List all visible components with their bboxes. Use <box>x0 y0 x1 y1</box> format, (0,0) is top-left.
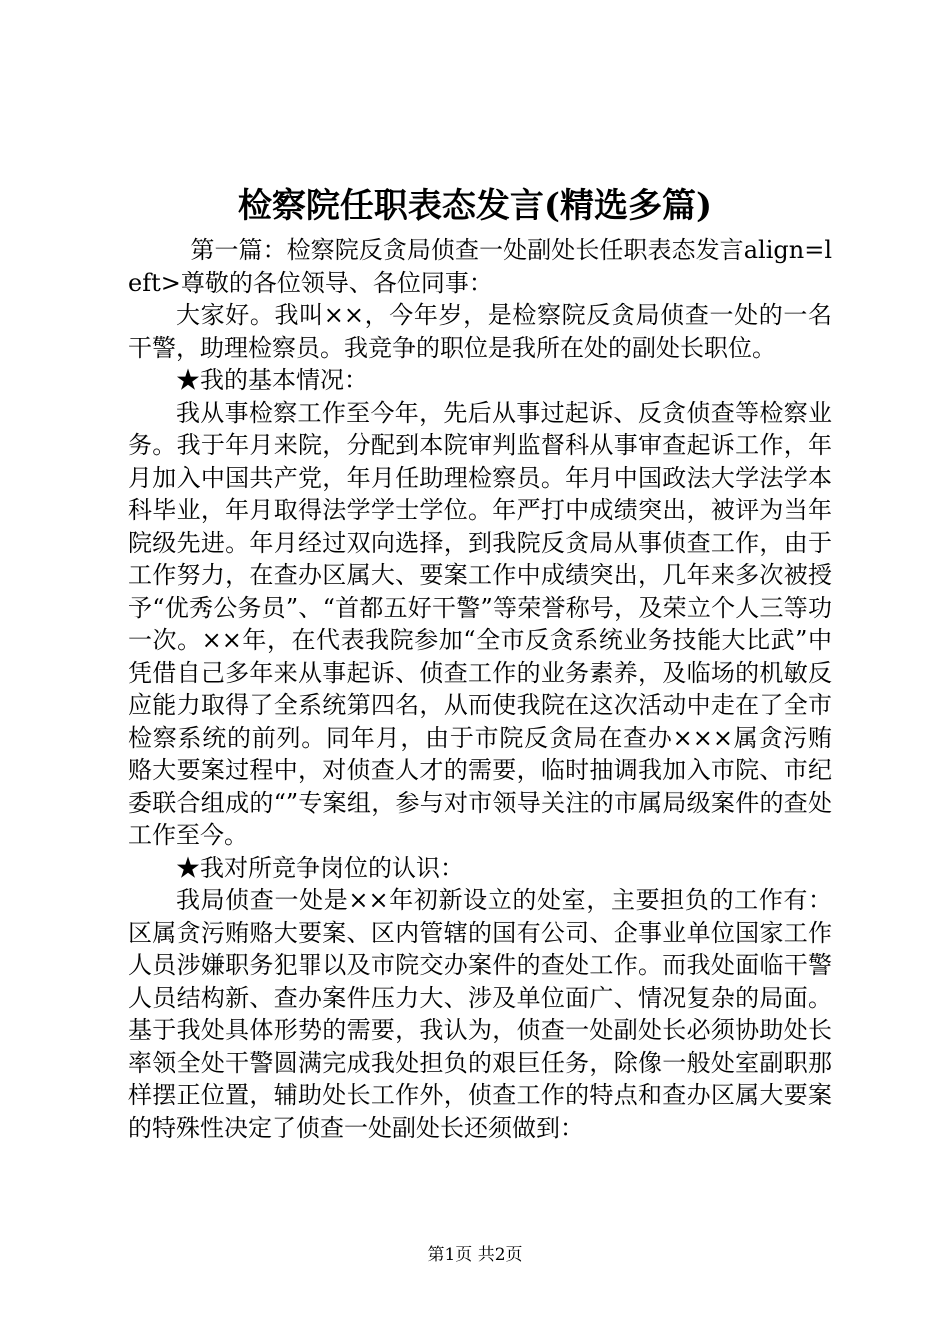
paragraph-intro: 第一篇：检察院反贪局侦查一处副处长任职表态发言align=left>尊敬的各位领导、各位同事： <box>128 236 832 297</box>
section-heading-basic-info: ★我的基本情况： <box>176 366 368 394</box>
page-number-footer: 第1页 共2页 <box>427 1245 523 1265</box>
paragraph-greeting: 大家好。我叫××，今年岁，是检察院反贪局侦查一处的一名干警，助理检察员。我竞争的职位是我所在处的副处长职位。 <box>128 301 832 362</box>
paragraph-position-understanding: 我局侦查一处是××年初新设立的处室，主要担负的工作有：区属贪污贿赂大要案、区内管辖的国有公司、企事业单位国家工作人员涉嫌职务犯罪以及市院交办案件的查处工作。而我处面临干警人员结构新、查办案件压力大、涉及单位面广、情况复杂的局面。基于我处具体形势的需要，我认为，侦查一处副处长必须协助处长率领全处干警圆满完成我处担负的艰巨任务，除像一般处室副职那样摆正位置，辅助处长工作外，侦查工作的特点和查办区属大要案的特殊性决定了侦查一处副处长还须做到： <box>128 886 832 1142</box>
paragraph-basic-info: 我从事检察工作至今年，先后从事过起诉、反贪侦查等检察业务。我于年月来院，分配到本院审判监督科从事审查起诉工作，年月加入中国共产党，年月任助理检察员。年月中国政法大学法学本科毕业，年月取得法学学士学位。年严打中成绩突出，被评为当年院级先进。年月经过双向选择，到我院反贪局从事侦查工作，由于工作努力，在查办区属大、要案工作中成绩突出，几年来多次被授予“优秀公务员”、“首都五好干警”等荣誉称号，及荣立个人三等功一次。××年，在代表我院参加“全市反贪系统业务技能大比武”中凭借自己多年来从事起诉、侦查工作的业务素养，及临场的机敏反应能力取得了全系统第四名，从而使我院在这次活动中走在了全市检察系统的前列。同年月，由于市院反贪局在查办×××属贪污贿赂大要案过程中，对侦查人才的需要，临时抽调我加入市院、市纪委联合组成的“”专案组，参与对市领导关注的市属局级案件的查处工作至今。 <box>128 398 832 849</box>
section-heading-position-understanding: ★我对所竞争岗位的认识： <box>176 853 464 882</box>
document-title: 检察院任职表态发言(精选多篇) <box>237 186 713 226</box>
document-body <box>128 234 832 1144</box>
